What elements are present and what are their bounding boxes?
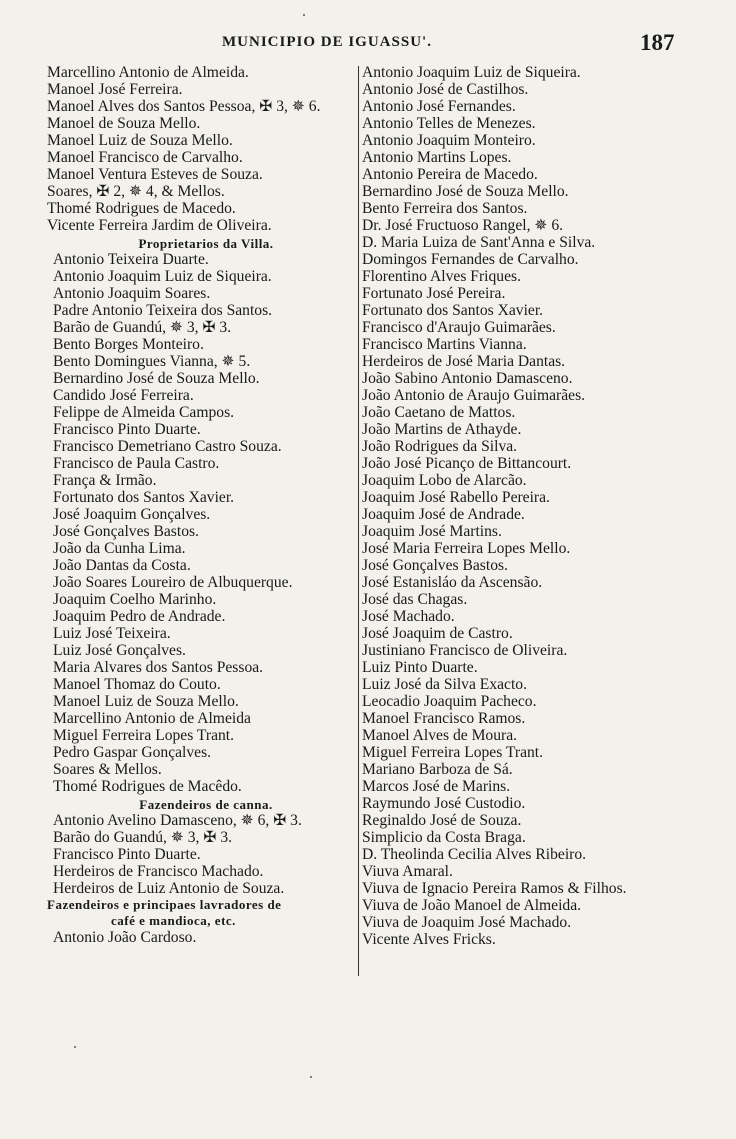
- list-item: Herdeiros de Luiz Antonio de Souza.: [53, 880, 285, 897]
- list-item: Joaquim José Martins.: [362, 523, 502, 540]
- list-item: Manoel Luiz de Souza Mello.: [47, 132, 233, 149]
- list-item: Antonio Pereira de Macedo.: [362, 166, 538, 183]
- list-item: João Sabino Antonio Damasceno.: [362, 370, 573, 387]
- fazendeiros-canna-list: [47, 812, 365, 897]
- list-item: Francisco de Paula Castro.: [53, 455, 220, 472]
- list-item: Felippe de Almeida Campos.: [53, 404, 235, 421]
- list-item: Miguel Ferreira Lopes Trant.: [362, 744, 544, 761]
- list-item: Antonio Joaquim Monteiro.: [362, 132, 536, 149]
- list-item: Herdeiros de Francisco Machado.: [53, 863, 264, 880]
- list-item: João Caetano de Mattos.: [362, 404, 516, 421]
- list-item: Francisco Demetriano Castro Souza.: [53, 438, 282, 455]
- proprietarios-list: [47, 251, 365, 795]
- list-item: Simplicio da Costa Braga.: [362, 829, 526, 846]
- list-item: Antonio Joaquim Luiz de Siqueira.: [362, 64, 581, 81]
- list-item: Manoel Ventura Esteves de Souza.: [47, 166, 263, 183]
- list-item: Manoel Thomaz do Couto.: [53, 676, 221, 693]
- list-item: Viuva de Joaquim José Machado.: [362, 914, 572, 931]
- list-item: Marcellino Antonio de Almeida: [53, 710, 251, 727]
- list-item: Fortunato José Pereira.: [362, 285, 506, 302]
- left-top-list: [47, 64, 365, 234]
- list-item: Dr. José Fructuoso Rangel, ✵ 6.: [362, 217, 564, 234]
- list-item: José Joaquim Gonçalves.: [53, 506, 211, 523]
- list-item: João da Cunha Lima.: [53, 540, 186, 557]
- list-item: Antonio Teixeira Duarte.: [53, 251, 209, 268]
- print-speck: [74, 1046, 76, 1048]
- list-item: Bernardino José de Souza Mello.: [53, 370, 260, 387]
- print-speck: [310, 1076, 312, 1078]
- print-speck: [303, 14, 305, 16]
- list-item: Luiz José Gonçalves.: [53, 642, 186, 659]
- list-item: Joaquim Coelho Marinho.: [53, 591, 217, 608]
- list-item: Pedro Gaspar Gonçalves.: [53, 744, 212, 761]
- list-item: Bento Borges Monteiro.: [53, 336, 204, 353]
- page-title: MUNICIPIO DE IGUASSU'.: [222, 34, 432, 50]
- list-item: Francisco Martins Vianna.: [362, 336, 527, 353]
- list-item: José Machado.: [362, 608, 455, 625]
- list-item: Viuva de João Manoel de Almeida.: [362, 897, 582, 914]
- list-item: Manoel Francisco de Carvalho.: [47, 149, 243, 166]
- list-item: João Antonio de Araujo Guimarães.: [362, 387, 586, 404]
- list-item: José Joaquim de Castro.: [362, 625, 513, 642]
- list-item: Antonio José de Castilhos.: [362, 81, 529, 98]
- list-item: João Soares Loureiro de Albuquerque.: [53, 574, 293, 591]
- list-item: Joaquim José de Andrade.: [362, 506, 525, 523]
- list-item: Soares & Mellos.: [53, 761, 162, 778]
- list-item: Viuva de Ignacio Pereira Ramos & Filhos.: [362, 880, 627, 897]
- page-header: [0, 30, 736, 58]
- list-item: Vicente Ferreira Jardim de Oliveira.: [47, 217, 272, 234]
- list-item: Joaquim José Rabello Pereira.: [362, 489, 550, 506]
- list-item: Manoel Luiz de Souza Mello.: [53, 693, 239, 710]
- list-item: Joaquim Pedro de Andrade.: [53, 608, 226, 625]
- list-item: Barão de Guandú, ✵ 3, ✠ 3.: [53, 319, 232, 336]
- list-item: José das Chagas.: [362, 591, 468, 608]
- list-item: Manoel de Souza Mello.: [47, 115, 201, 132]
- list-item: Antonio Avelino Damasceno, ✵ 6, ✠ 3.: [53, 812, 302, 829]
- heading-fazendeiros-canna: Fazendeiros de canna.: [139, 797, 273, 812]
- right-column: [362, 64, 702, 948]
- list-item: Leocadio Joaquim Pacheco.: [362, 693, 537, 710]
- list-item: Luiz José da Silva Exacto.: [362, 676, 527, 693]
- list-item: Luiz Pinto Duarte.: [362, 659, 478, 676]
- list-item: Manoel Alves dos Santos Pessoa, ✠ 3, ✵ 6.: [47, 98, 321, 115]
- list-item: Justiniano Francisco de Oliveira.: [362, 642, 568, 659]
- list-item: França & Irmão.: [53, 472, 157, 489]
- list-item: Fortunato dos Santos Xavier.: [53, 489, 235, 506]
- heading-lavradores-line1: Fazendeiros e principaes lavradores de: [47, 897, 282, 912]
- list-item: Marcos José de Marins.: [362, 778, 511, 795]
- list-item: Thomé Rodrigues de Macêdo.: [53, 778, 242, 795]
- list-item: João José Picanço de Bittancourt.: [362, 455, 572, 472]
- right-list: [362, 64, 702, 948]
- list-item: José Maria Ferreira Lopes Mello.: [362, 540, 571, 557]
- heading-lavradores-line2: café e mandioca, etc.: [111, 913, 236, 928]
- list-item: Antonio João Cardoso.: [53, 929, 197, 946]
- list-item: Manoel José Ferreira.: [47, 81, 183, 98]
- list-item: Francisco d'Araujo Guimarães.: [362, 319, 556, 336]
- list-item: Padre Antonio Teixeira dos Santos.: [53, 302, 273, 319]
- list-item: Bento Domingues Vianna, ✵ 5.: [53, 353, 251, 370]
- list-item: Luiz José Teixeira.: [53, 625, 171, 642]
- list-item: José Gonçalves Bastos.: [362, 557, 508, 574]
- list-item: Maria Alvares dos Santos Pessoa.: [53, 659, 264, 676]
- list-item: Miguel Ferreira Lopes Trant.: [53, 727, 235, 744]
- heading-proprietarios: Proprietarios da Villa.: [138, 236, 274, 251]
- list-item: D. Theolinda Cecilia Alves Ribeiro.: [362, 846, 587, 863]
- list-item: Antonio Martins Lopes.: [362, 149, 512, 166]
- list-item: José Gonçalves Bastos.: [53, 523, 199, 540]
- list-item: Francisco Pinto Duarte.: [53, 421, 201, 438]
- list-item: Candido José Ferreira.: [53, 387, 194, 404]
- list-item: Joaquim Lobo de Alarcão.: [362, 472, 527, 489]
- list-item: Domingos Fernandes de Carvalho.: [362, 251, 579, 268]
- lavradores-list: [47, 929, 365, 946]
- list-item: João Rodrigues da Silva.: [362, 438, 518, 455]
- list-item: Antonio Joaquim Luiz de Siqueira.: [53, 268, 272, 285]
- list-item: Bernardino José de Souza Mello.: [362, 183, 569, 200]
- list-item: Soares, ✠ 2, ✵ 4, & Mellos.: [47, 183, 225, 200]
- list-item: Mariano Barboza de Sá.: [362, 761, 513, 778]
- list-item: Herdeiros de José Maria Dantas.: [362, 353, 566, 370]
- list-item: Antonio José Fernandes.: [362, 98, 516, 115]
- heading-lavradores: [47, 897, 365, 929]
- list-item: Viuva Amaral.: [362, 863, 453, 880]
- list-item: D. Maria Luiza de Sant'Anna e Silva.: [362, 234, 596, 251]
- left-column: [47, 64, 365, 946]
- list-item: Vicente Alves Fricks.: [362, 931, 496, 948]
- list-item: Florentino Alves Friques.: [362, 268, 521, 285]
- list-item: Fortunato dos Santos Xavier.: [362, 302, 544, 319]
- list-item: João Martins de Athayde.: [362, 421, 522, 438]
- list-item: Manoel Francisco Ramos.: [362, 710, 526, 727]
- list-item: Antonio Joaquim Soares.: [53, 285, 211, 302]
- list-item: João Dantas da Costa.: [53, 557, 191, 574]
- list-item: José Estanisláo da Ascensão.: [362, 574, 543, 591]
- list-item: Manoel Alves de Moura.: [362, 727, 518, 744]
- list-item: Raymundo José Custodio.: [362, 795, 526, 812]
- list-item: Reginaldo José de Souza.: [362, 812, 522, 829]
- list-item: Francisco Pinto Duarte.: [53, 846, 201, 863]
- list-item: Marcellino Antonio de Almeida.: [47, 64, 249, 81]
- list-item: Bento Ferreira dos Santos.: [362, 200, 528, 217]
- list-item: Barão do Guandú, ✵ 3, ✠ 3.: [53, 829, 233, 846]
- list-item: Thomé Rodrigues de Macedo.: [47, 200, 236, 217]
- list-item: Antonio Telles de Menezes.: [362, 115, 536, 132]
- page-number: 187: [640, 30, 675, 55]
